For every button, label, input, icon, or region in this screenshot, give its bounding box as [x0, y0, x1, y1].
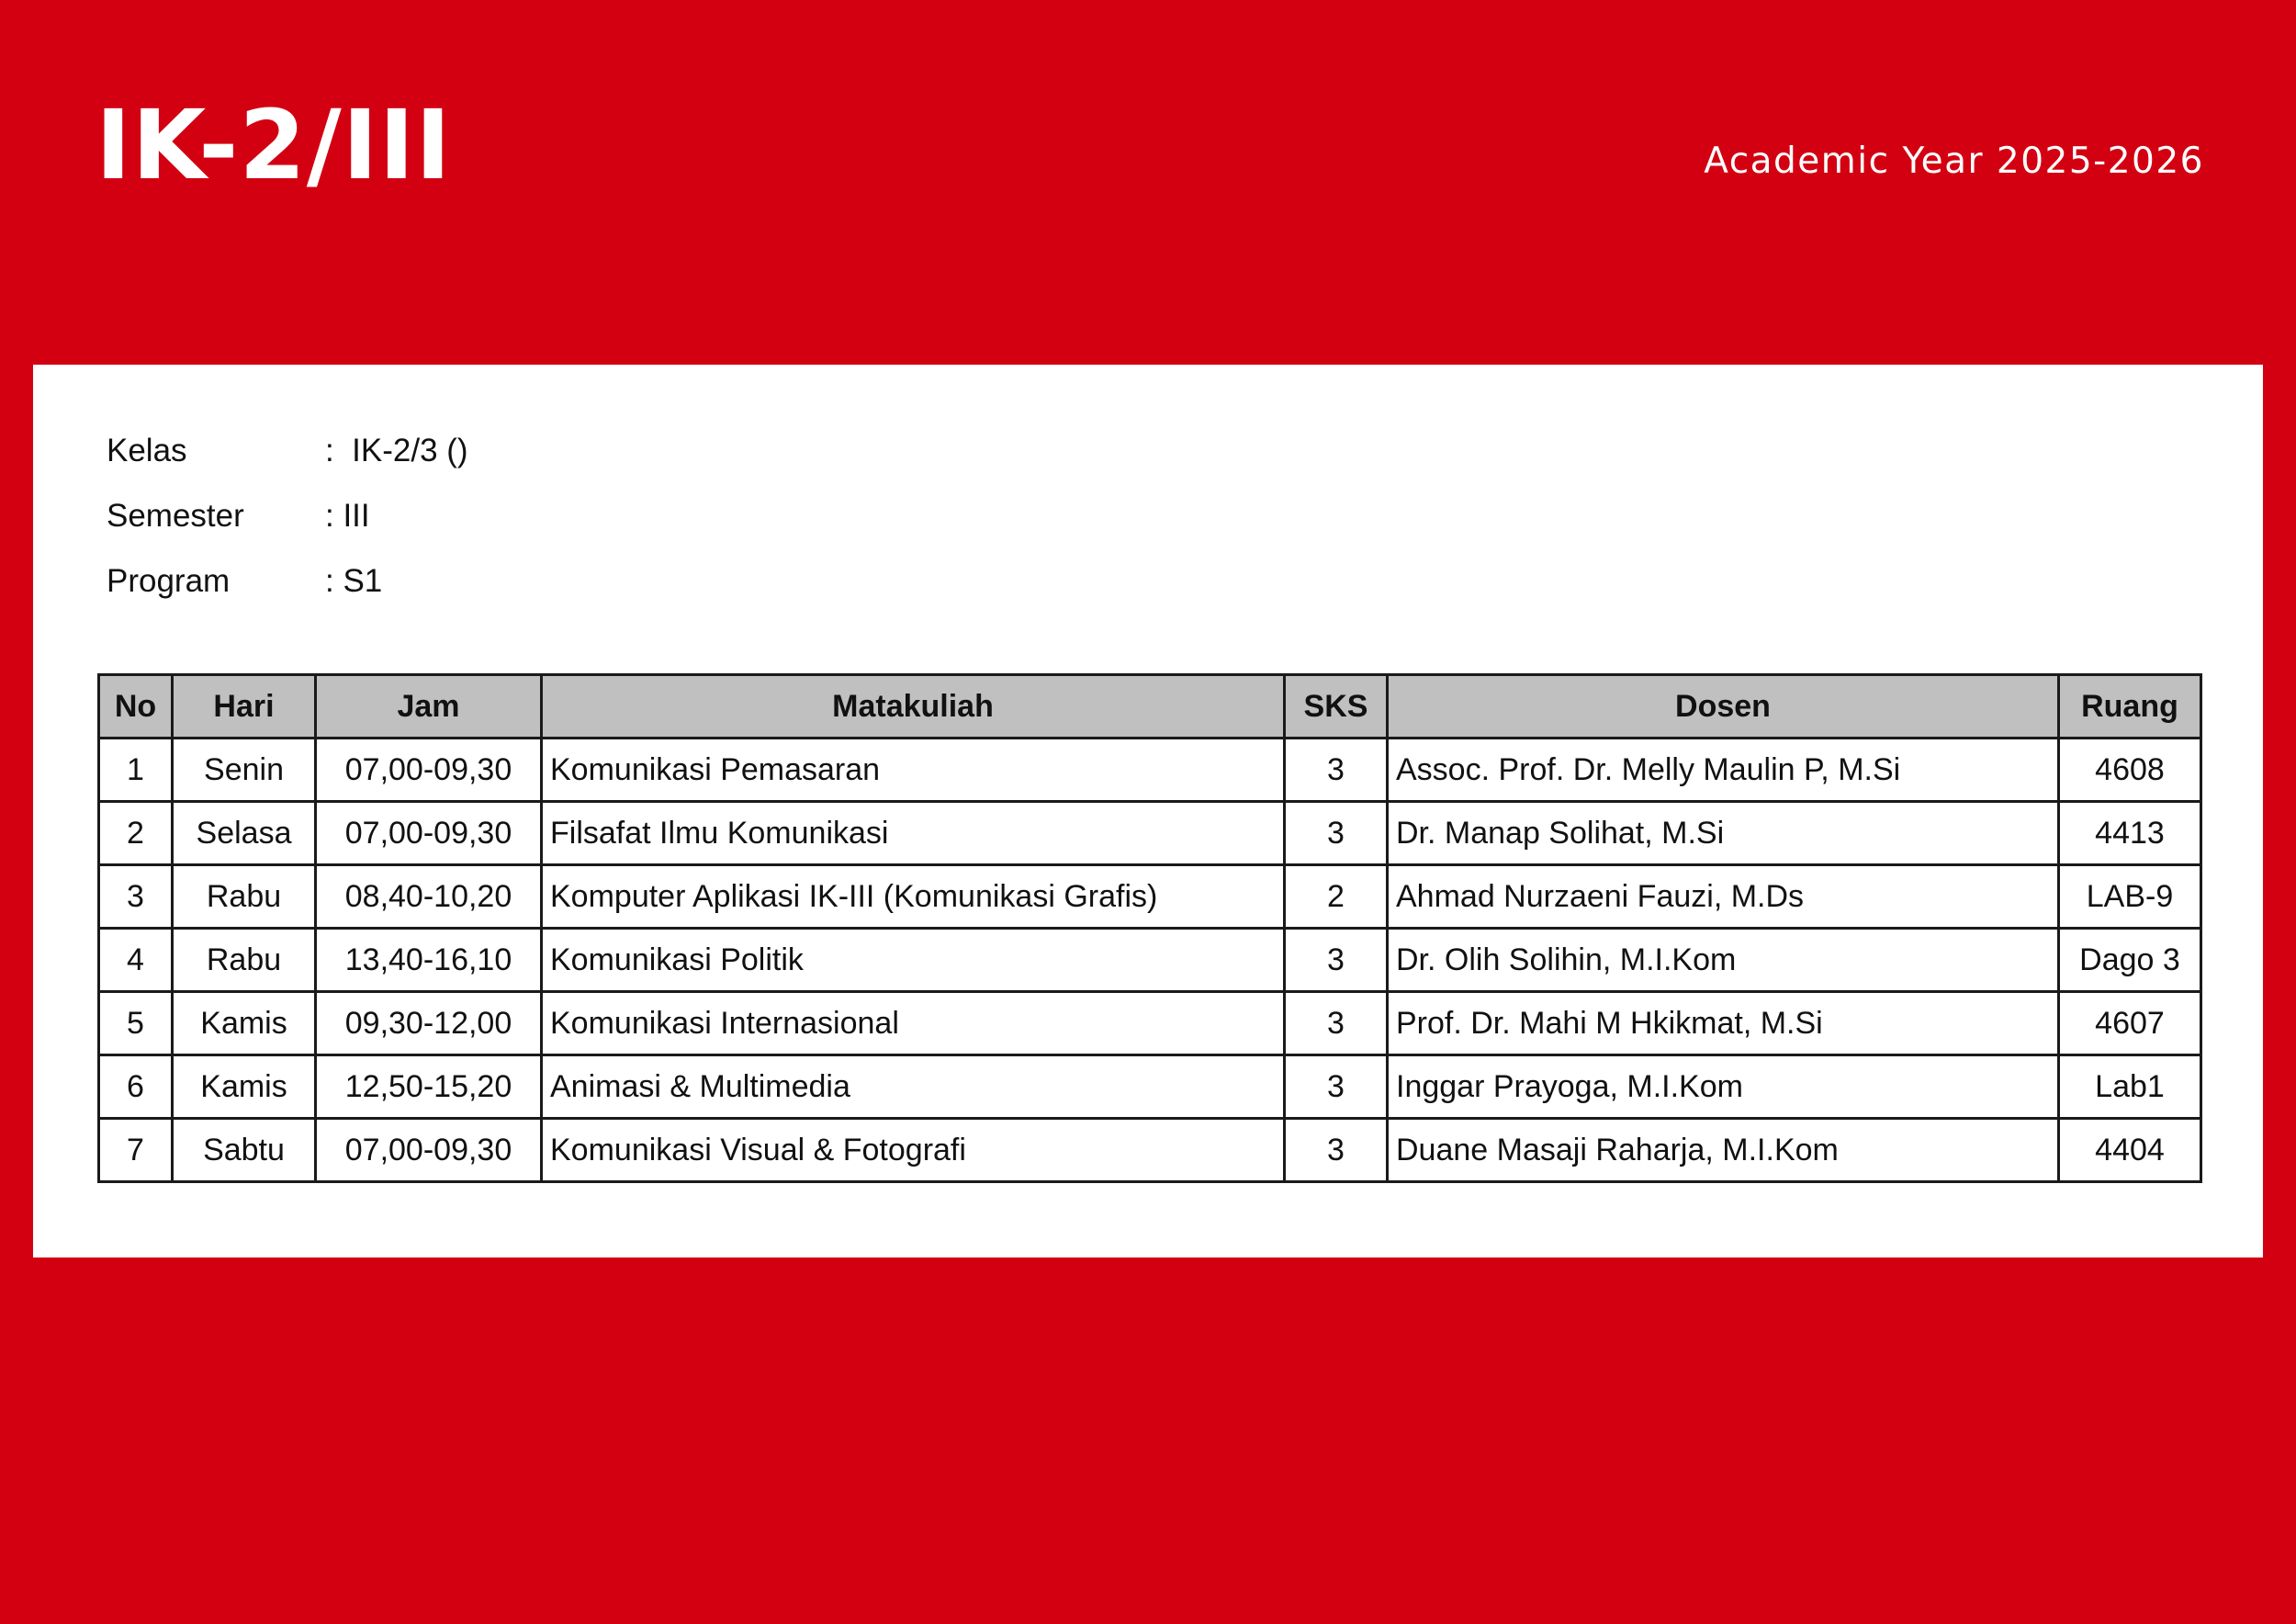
cell-hari: Kamis [173, 992, 316, 1055]
column-header-hari: Hari [173, 675, 316, 739]
cell-no: 2 [99, 802, 173, 865]
cell-hari: Senin [173, 739, 316, 802]
cell-no: 5 [99, 992, 173, 1055]
cell-jam: 09,30-12,00 [316, 992, 542, 1055]
cell-hari: Kamis [173, 1055, 316, 1119]
cell-dosen: Assoc. Prof. Dr. Melly Maulin P, M.Si [1388, 739, 2059, 802]
content-card [33, 365, 2263, 1257]
cell-no: 7 [99, 1119, 173, 1182]
cell-hari: Selasa [173, 802, 316, 865]
info-value: : S1 [325, 562, 383, 599]
cell-ruang: 4404 [2059, 1119, 2201, 1182]
info-label: Program [107, 562, 231, 599]
cell-ruang: 4608 [2059, 739, 2201, 802]
cell-sks: 2 [1285, 865, 1388, 929]
cell-jam: 08,40-10,20 [316, 865, 542, 929]
page-title: IK-2/III [96, 89, 452, 201]
table-row [99, 802, 2201, 865]
cell-sks: 3 [1285, 1119, 1388, 1182]
schedule-table [97, 673, 2202, 1183]
cell-no: 4 [99, 929, 173, 992]
info-value: : III [325, 497, 370, 534]
cell-matakuliah: Animasi & Multimedia [542, 1055, 1285, 1119]
cell-sks: 3 [1285, 1055, 1388, 1119]
table-row [99, 992, 2201, 1055]
cell-sks: 3 [1285, 992, 1388, 1055]
column-header-ruang: Ruang [2059, 675, 2201, 739]
cell-jam: 12,50-15,20 [316, 1055, 542, 1119]
cell-ruang: LAB-9 [2059, 865, 2201, 929]
table-header-row [99, 675, 2201, 739]
cell-sks: 3 [1285, 739, 1388, 802]
cell-dosen: Dr. Olih Solihin, M.I.Kom [1388, 929, 2059, 992]
cell-jam: 07,00-09,30 [316, 739, 542, 802]
cell-jam: 07,00-09,30 [316, 802, 542, 865]
cell-dosen: Duane Masaji Raharja, M.I.Kom [1388, 1119, 2059, 1182]
info-row-kelas [107, 418, 468, 483]
cell-jam: 13,40-16,10 [316, 929, 542, 992]
class-info [107, 418, 468, 614]
info-label: Semester [107, 497, 244, 534]
cell-matakuliah: Komunikasi Pemasaran [542, 739, 1285, 802]
info-label: Kelas [107, 432, 187, 468]
cell-matakuliah: Komunikasi Internasional [542, 992, 1285, 1055]
cell-hari: Sabtu [173, 1119, 316, 1182]
table-row [99, 865, 2201, 929]
cell-ruang: 4607 [2059, 992, 2201, 1055]
info-value: : IK-2/3 () [325, 432, 468, 468]
column-header-dosen: Dosen [1388, 675, 2059, 739]
cell-ruang: Dago 3 [2059, 929, 2201, 992]
cell-matakuliah: Komunikasi Politik [542, 929, 1285, 992]
cell-ruang: Lab1 [2059, 1055, 2201, 1119]
cell-dosen: Inggar Prayoga, M.I.Kom [1388, 1055, 2059, 1119]
cell-no: 6 [99, 1055, 173, 1119]
cell-hari: Rabu [173, 929, 316, 992]
cell-dosen: Ahmad Nurzaeni Fauzi, M.Ds [1388, 865, 2059, 929]
info-row-program [107, 548, 468, 614]
table-row [99, 1119, 2201, 1182]
cell-no: 3 [99, 865, 173, 929]
table-row [99, 929, 2201, 992]
info-row-semester [107, 483, 468, 548]
cell-dosen: Dr. Manap Solihat, M.Si [1388, 802, 2059, 865]
table-row [99, 1055, 2201, 1119]
cell-matakuliah: Komputer Aplikasi IK-III (Komunikasi Grafis) [542, 865, 1285, 929]
column-header-sks: SKS [1285, 675, 1388, 739]
column-header-jam: Jam [316, 675, 542, 739]
academic-year: Academic Year 2025-2026 [1704, 141, 2204, 182]
table-row [99, 739, 2201, 802]
cell-sks: 3 [1285, 929, 1388, 992]
cell-sks: 3 [1285, 802, 1388, 865]
cell-no: 1 [99, 739, 173, 802]
column-header-matakuliah: Matakuliah [542, 675, 1285, 739]
cell-dosen: Prof. Dr. Mahi M Hkikmat, M.Si [1388, 992, 2059, 1055]
column-header-no: No [99, 675, 173, 739]
cell-matakuliah: Komunikasi Visual & Fotografi [542, 1119, 1285, 1182]
cell-matakuliah: Filsafat Ilmu Komunikasi [542, 802, 1285, 865]
cell-ruang: 4413 [2059, 802, 2201, 865]
cell-jam: 07,00-09,30 [316, 1119, 542, 1182]
cell-hari: Rabu [173, 865, 316, 929]
